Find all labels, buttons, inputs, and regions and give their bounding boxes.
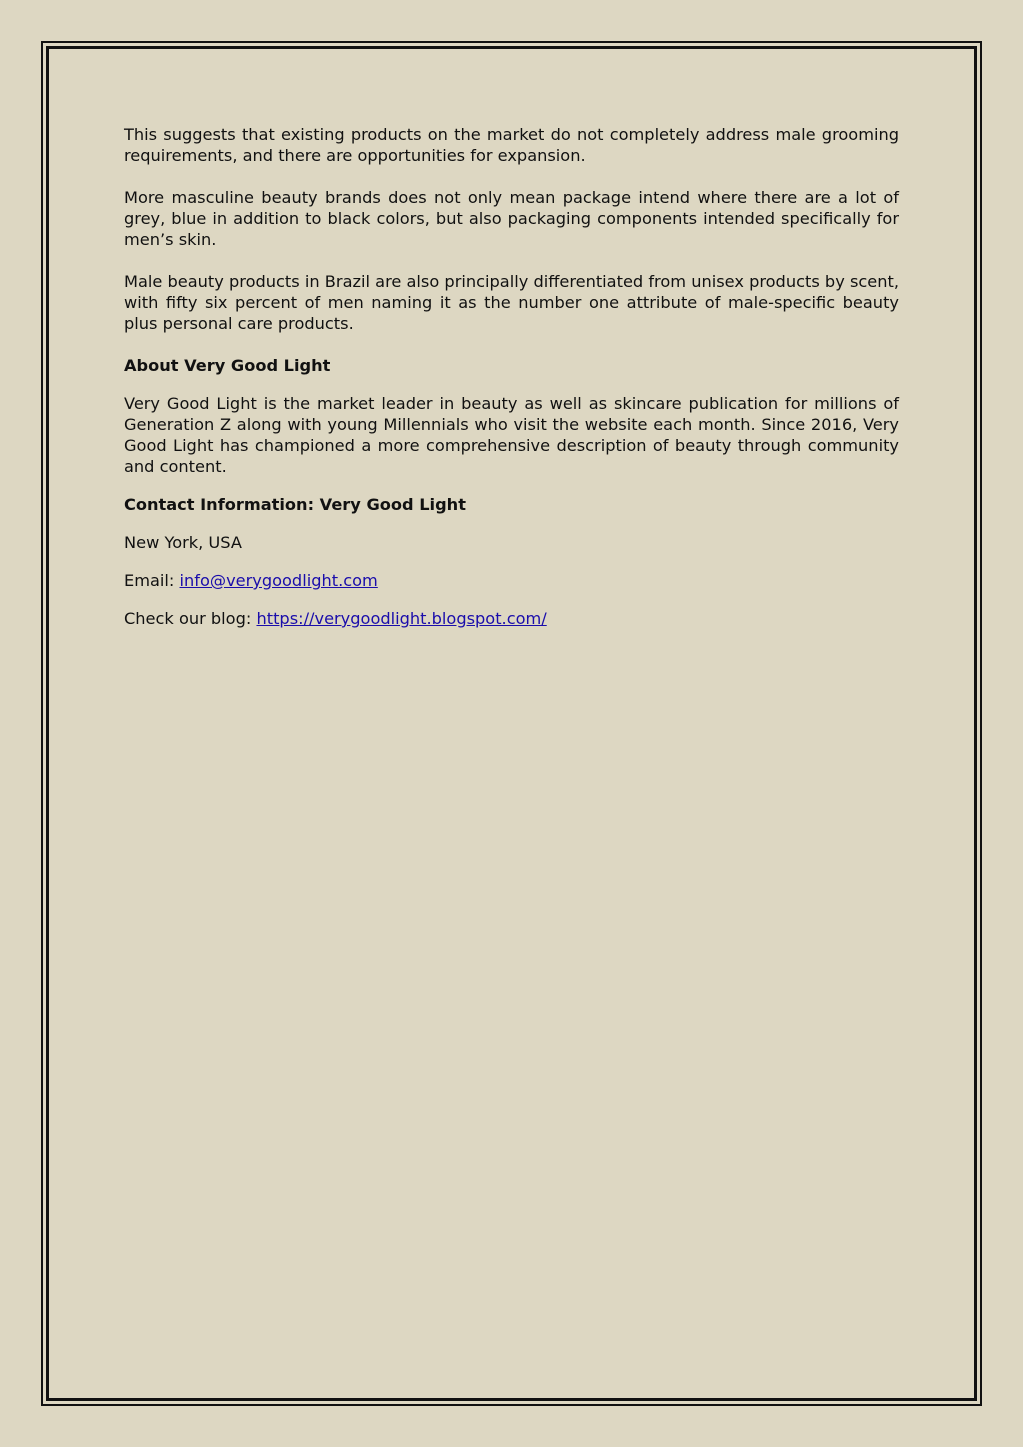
email-link[interactable]: info@verygoodlight.com (179, 571, 378, 590)
blog-label: Check our blog: (124, 609, 257, 628)
paragraph-market-gap: This suggests that existing products on the market do not completely address male grooming requirements, and there are opportunities for expansion. (124, 125, 899, 165)
contact-email-line (124, 570, 899, 591)
contact-heading: Contact Information: Very Good Light (124, 495, 466, 514)
about-paragraph: Very Good Light is the market leader in beauty as well as skincare publication for millions of Generation Z along with young Millennials who visit the website each month. Since 2016, Very Good Light has championed a more comprehensive description of beauty through community and content. (124, 394, 899, 476)
about-heading: About Very Good Light (124, 356, 331, 375)
paragraph-packaging: More masculine beauty brands does not only mean package intend where there are a lot of grey, blue in addition to black colors, but also packaging components intended specifically for men’s skin. (124, 188, 899, 249)
paragraph-scent: Male beauty products in Brazil are also principally differentiated from unisex products by scent, with fifty six percent of men naming it as the number one attribute of male-specific beauty plus personal care products. (124, 272, 899, 333)
contact-location: New York, USA (124, 533, 242, 552)
document-body (124, 124, 899, 629)
email-label: Email: (124, 571, 180, 590)
contact-blog-line (124, 608, 899, 629)
blog-link[interactable]: https://verygoodlight.blogspot.com/ (256, 609, 547, 628)
